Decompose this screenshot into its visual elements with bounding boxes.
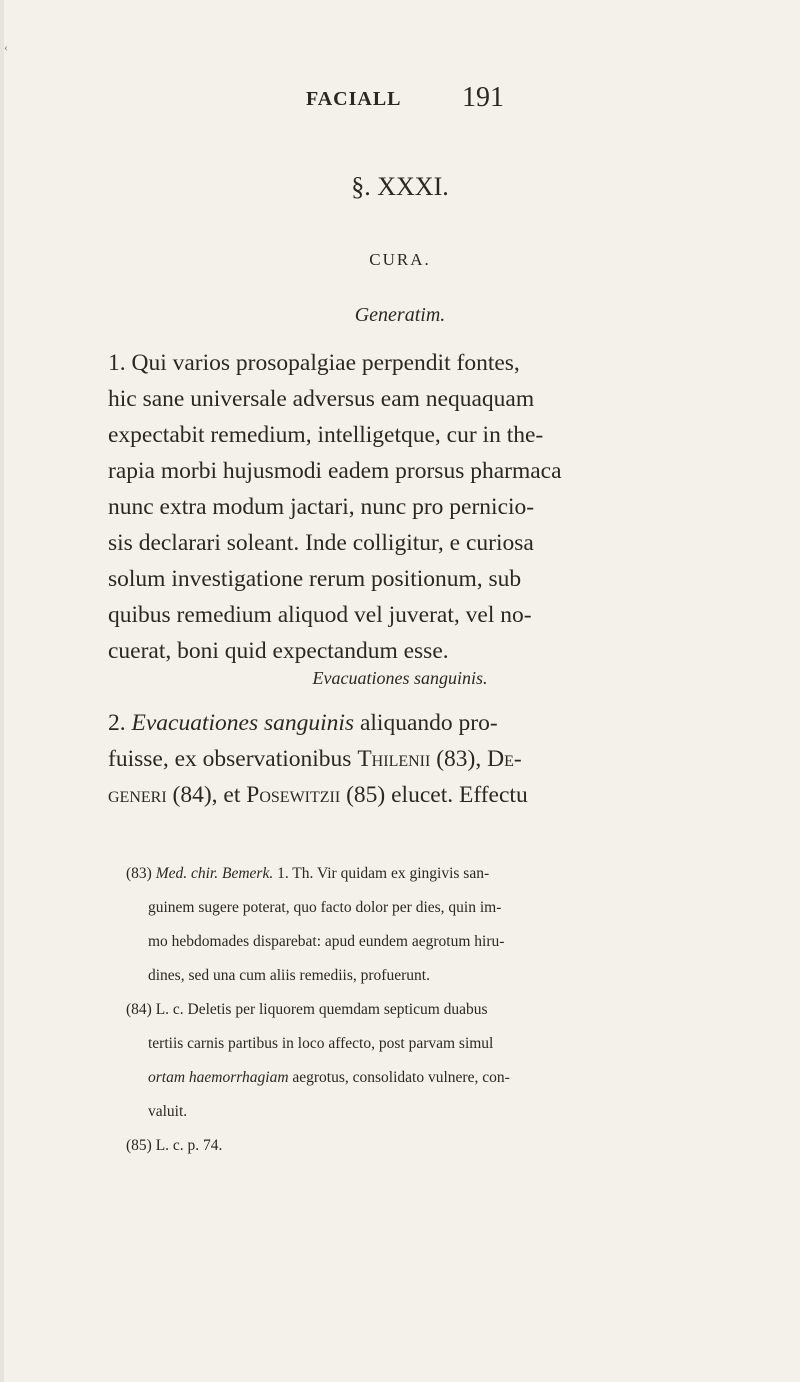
paragraph-line: rapia morbi hujusmodi eadem prorsus pharmaca: [108, 458, 562, 484]
footnote-line: [126, 1061, 726, 1095]
footnote-85: [126, 1129, 726, 1163]
footnote-text: 1. Th. Vir quidam ex gingivis san-: [273, 865, 490, 882]
paragraph-line: [108, 705, 724, 741]
footnotes: [126, 857, 726, 1163]
author-name: Posewitzii: [246, 782, 341, 808]
footnote-83: [126, 857, 726, 891]
reference-marker: (84), et: [166, 782, 247, 808]
reference-marker: (83),: [430, 746, 488, 772]
footnote-line: guinem sugere poterat, quo facto dolor per dies, quin im-: [148, 899, 502, 916]
footnote-marker: (84): [126, 1001, 152, 1018]
paragraph-text: aliquando pro-: [354, 710, 498, 736]
footnote-84: [126, 993, 726, 1027]
paragraph-text: Qui varios prosopalgiae perpendit fontes,: [131, 350, 520, 376]
paragraph-line: quibus remedium aliquod vel juverat, vel no-: [108, 602, 532, 628]
footnote-italic: ortam haemorrhagiam: [148, 1069, 289, 1086]
paragraph-1: [108, 345, 724, 669]
paragraph-number: 1.: [108, 350, 126, 376]
paragraph-line: expectabit remedium, intelligetque, cur in the-: [108, 422, 544, 448]
footnote-line: valuit.: [148, 1103, 188, 1120]
paragraph-line: nunc extra modum jactari, nunc pro pernicio-: [108, 494, 535, 520]
paragraph-text: fuisse, ex observationibus: [108, 746, 358, 772]
footnote-text: aegrotus, consolidato vulnere, con-: [288, 1069, 510, 1086]
paragraph-text: (85) elucet. Effectu: [340, 782, 528, 808]
section-number: §. XXXI.: [351, 172, 449, 201]
footnote-line: tertiis carnis partibus in loco affecto, post parvam simul: [148, 1035, 494, 1052]
author-name: De-: [487, 746, 522, 772]
paragraph-line: [108, 345, 724, 381]
paragraph-line: sis declarari soleant. Inde colligitur, e curiosa: [108, 530, 534, 556]
paragraph-line: hic sane universale adversus eam nequaquam: [108, 386, 535, 412]
subheading-evacuationes: Evacuationes sanguinis.: [312, 668, 488, 688]
page-header: [0, 82, 800, 128]
paragraph-line: solum investigatione rerum positionum, sub: [108, 566, 522, 592]
paragraph-line: [108, 777, 724, 813]
footnote-line: dines, sed una cum aliis remediis, profuerunt.: [148, 967, 430, 984]
paragraph-2: [108, 705, 724, 813]
section-title: CURA.: [369, 250, 431, 269]
footnote-text: L. c. p. 74.: [151, 1137, 223, 1154]
margin-mark: ‹: [4, 40, 8, 54]
footnote-text: L. c. Deletis per liquorem quemdam septicum duabus: [151, 1001, 488, 1018]
footnote-marker: (85): [126, 1137, 152, 1154]
paragraph-line: cuerat, boni quid expectandum esse.: [108, 638, 449, 664]
page-margin: [760, 0, 800, 1382]
italic-lead: Evacuationes sanguinis: [131, 710, 355, 736]
author-name: generi: [108, 782, 167, 808]
author-name: Thilenii: [357, 746, 431, 772]
footnote-source: Med. chir. Bemerk.: [155, 865, 274, 882]
footnote-marker: (83): [126, 865, 152, 882]
paragraph-line: [108, 741, 724, 777]
page-edge: [0, 0, 4, 1382]
footnote-line: mo hebdomades disparebat: apud eundem aegrotum hiru-: [148, 933, 505, 950]
paragraph-number: 2.: [108, 710, 126, 736]
running-head: FACIALL: [306, 88, 402, 110]
page-number: 191: [462, 82, 504, 113]
subheading-generatim: Generatim.: [354, 304, 446, 326]
